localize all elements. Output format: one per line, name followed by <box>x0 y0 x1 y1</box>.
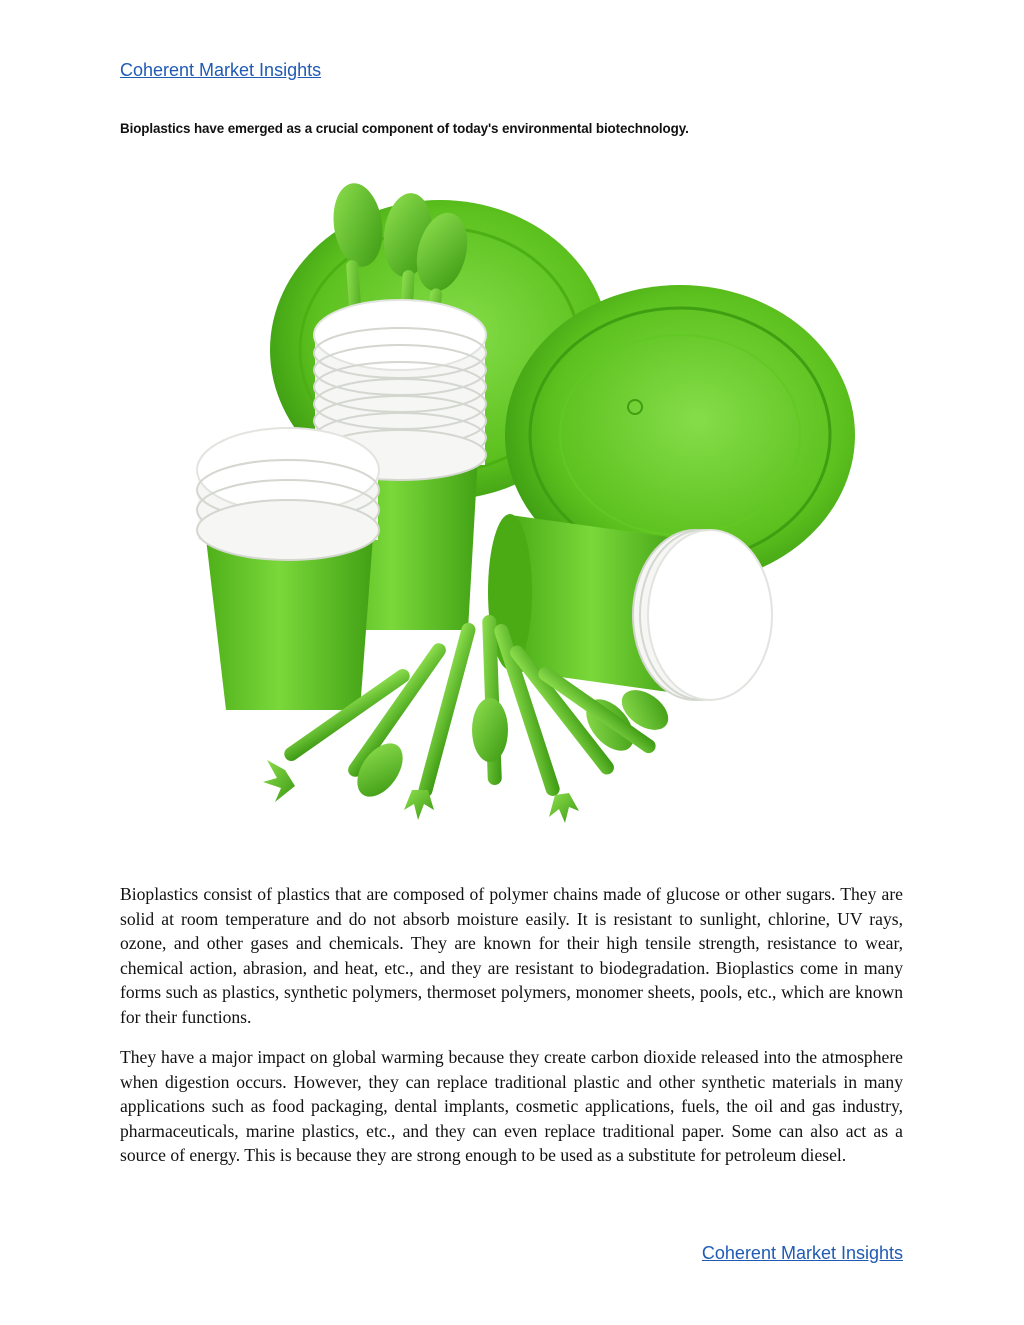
body-paragraph-1: Bioplastics consist of plastics that are composed of polymer chains made of glucose or other sugars. They are solid at room temperature and do not absorb moisture easily. It is resistant to sunlight, chlorine, UV rays, ozone, and other gases and chemicals. They are known for their high tensile strength, resistance to wear, chemical action, abrasion, and heat, etc., and they are resistant to biodegradation. Bioplastics come in many forms such as plastics, synthetic polymers, thermoset polymers, monomer sheets, pools, etc., which are known for their functions. <box>120 884 903 1027</box>
body-paragraph-2: They have a major impact on global warming because they create carbon dioxide released into the atmosphere when digestion occurs. However, they can replace traditional plastic and other synthetic materials in many applications such as food packaging, dental implants, cosmetic applications, fuels, the oil and gas industry, pharmaceuticals, marine plastics, etc., and they can even replace traditional paper. Some can also act as a source of energy. This is because they are strong enough to be used as a substitute for petroleum diesel. <box>120 1047 903 1165</box>
header-link[interactable]: Coherent Market Insights <box>120 60 322 80</box>
bioplastic-tableware-image <box>190 170 870 860</box>
footer-link[interactable]: Coherent Market Insights <box>701 1243 903 1263</box>
subtitle: Bioplastics have emerged as a crucial component of today's environmental biotechnology. <box>120 121 689 136</box>
left-cup-stack <box>197 428 379 710</box>
